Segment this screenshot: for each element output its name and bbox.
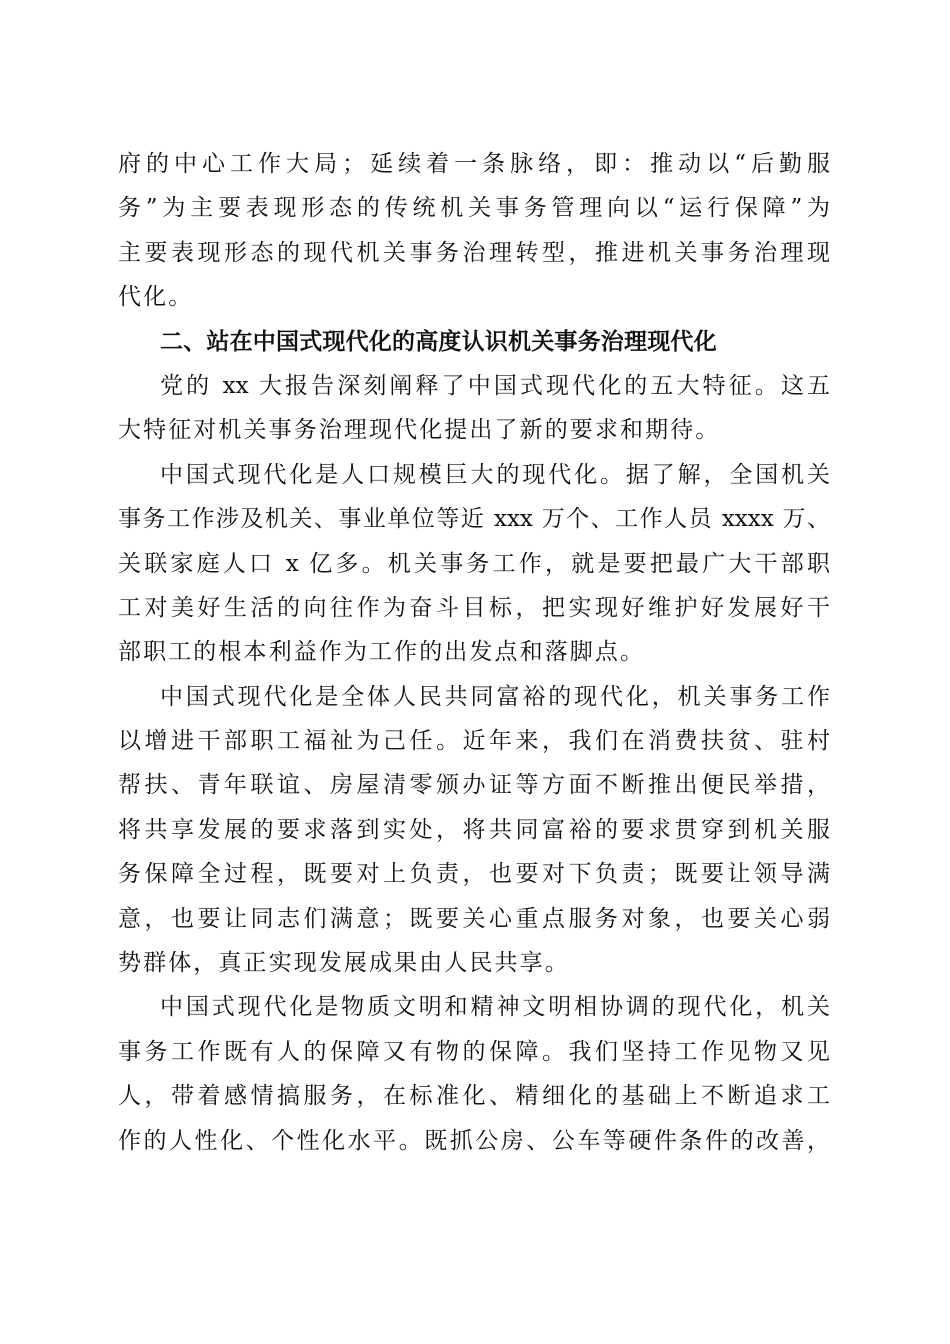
text-line: 务”为主要表现形态的传统机关事务管理向以“运行保障”为: [118, 195, 830, 222]
document-page: [118, 142, 830, 1163]
text-line: 势群体，真正实现发展成果由人民共享。: [118, 950, 570, 977]
text-line: 中国式现代化是人口规模巨大的现代化。据了解，全国机关: [160, 461, 830, 488]
text-line: 事务工作既有人的保障又有物的保障。我们坚持工作见物又见: [118, 1038, 830, 1065]
text-line: 中国式现代化是物质文明和精神文明相协调的现代化，机关: [160, 994, 830, 1021]
text-line: 府的中心工作大局；延续着一条脉络，即：推动以“后勤服: [118, 151, 830, 177]
text-line: 主要表现形态的现代机关事务治理转型，推进机关事务治理现: [118, 239, 830, 266]
text-line: 中国式现代化是全体人民共同富裕的现代化，机关事务工作: [160, 683, 830, 710]
text-line: 人，带着感情搞服务，在标准化、精细化的基础上不断追求工: [118, 1083, 830, 1110]
text-line: 党的 xx 大报告深刻阐释了中国式现代化的五大特征。这五: [160, 372, 830, 399]
text-line: 务保障全过程，既要对上负责，也要对下负责；既要让领导满: [118, 861, 830, 888]
text-line: 工对美好生活的向往作为奋斗目标，把实现好维护好发展好干: [118, 594, 830, 621]
text-line: 部职工的根本利益作为工作的出发点和落脚点。: [118, 639, 646, 666]
text-line: 以增进干部职工福祉为己任。近年来，我们在消费扶贫、驻村: [118, 728, 830, 755]
text-line: 大特征对机关事务治理现代化提出了新的要求和期待。: [118, 417, 721, 444]
text-line: 意，也要让同志们满意；既要关心重点服务对象，也要关心弱: [118, 905, 830, 932]
text-line: 将共享发展的要求落到实处，将共同富裕的要求贯穿到机关服: [118, 816, 830, 843]
section-heading: 二、站在中国式现代化的高度认识机关事务治理现代化: [160, 328, 717, 355]
text-line: 事务工作涉及机关、事业单位等近 xxx 万个、工作人员 xxxx 万、: [118, 506, 830, 533]
text-line: 代化。: [118, 284, 194, 311]
text-line: 帮扶、青年联谊、房屋清零颁办证等方面不断推出便民举措，: [118, 772, 830, 799]
text-line: 关联家庭人口 x 亿多。机关事务工作，就是要把最广大干部职: [118, 550, 830, 577]
text-line: 作的人性化、个性化水平。既抓公房、公车等硬件条件的改善，: [118, 1127, 830, 1154]
